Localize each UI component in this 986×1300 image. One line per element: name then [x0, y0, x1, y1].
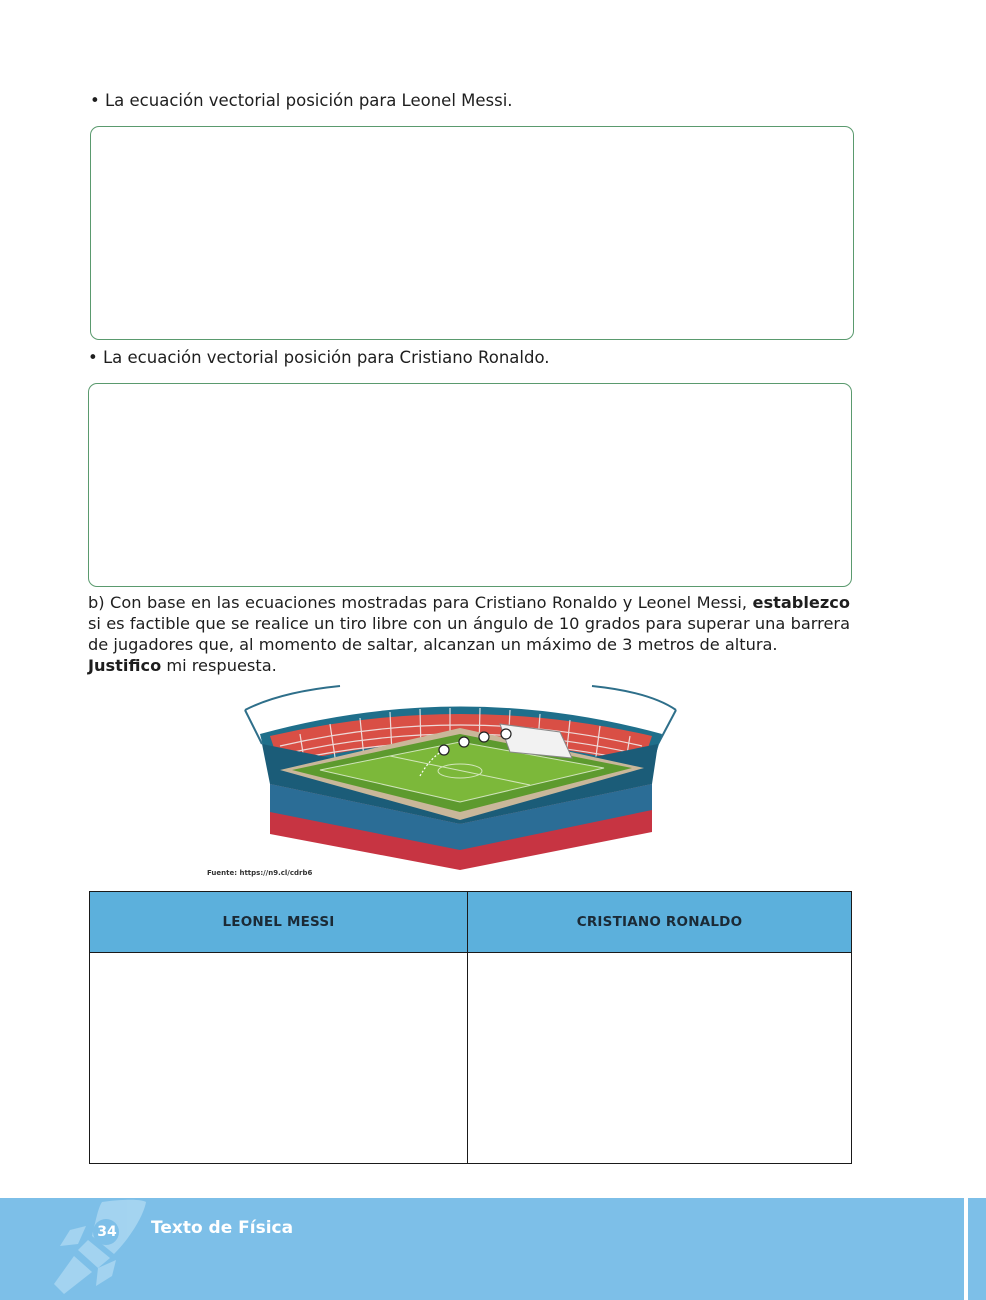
- instruction-messi: • La ecuación vectorial posición para Leonel Messi.: [90, 91, 513, 110]
- answer-box-ronaldo[interactable]: [88, 383, 852, 587]
- table-cell-ronaldo[interactable]: [468, 953, 851, 1163]
- question-bold-2: Justifico: [88, 656, 162, 675]
- question-text-2: si es factible que se realice un tiro libre con un ángulo de 10 grados para superar una barrera de jugadores que, al momento de saltar, alcanzan un máximo de 3 metros de altura.: [88, 614, 850, 654]
- question-bold-1: establezco: [752, 593, 850, 612]
- table-cell-messi[interactable]: [90, 953, 468, 1163]
- comparison-table: [89, 891, 852, 1164]
- table-header-messi: LEONEL MESSI: [90, 892, 468, 953]
- image-source: Fuente: https://n9.cl/cdrb6: [207, 869, 313, 877]
- table-header-ronaldo: CRISTIANO RONALDO: [468, 892, 851, 953]
- rocket-icon: [40, 1196, 160, 1300]
- question-b: [88, 592, 850, 676]
- stadium-illustration: [240, 684, 680, 870]
- page-number: 34: [97, 1224, 117, 1240]
- question-text-3: mi respuesta.: [161, 656, 277, 675]
- footer-title: Texto de Física: [151, 1218, 294, 1238]
- question-text-1: b) Con base en las ecuaciones mostradas para Cristiano Ronaldo y Leonel Messi,: [88, 593, 753, 612]
- footer-strip: [966, 1198, 986, 1300]
- instruction-ronaldo: • La ecuación vectorial posición para Cristiano Ronaldo.: [88, 348, 550, 367]
- answer-box-messi[interactable]: [90, 126, 854, 340]
